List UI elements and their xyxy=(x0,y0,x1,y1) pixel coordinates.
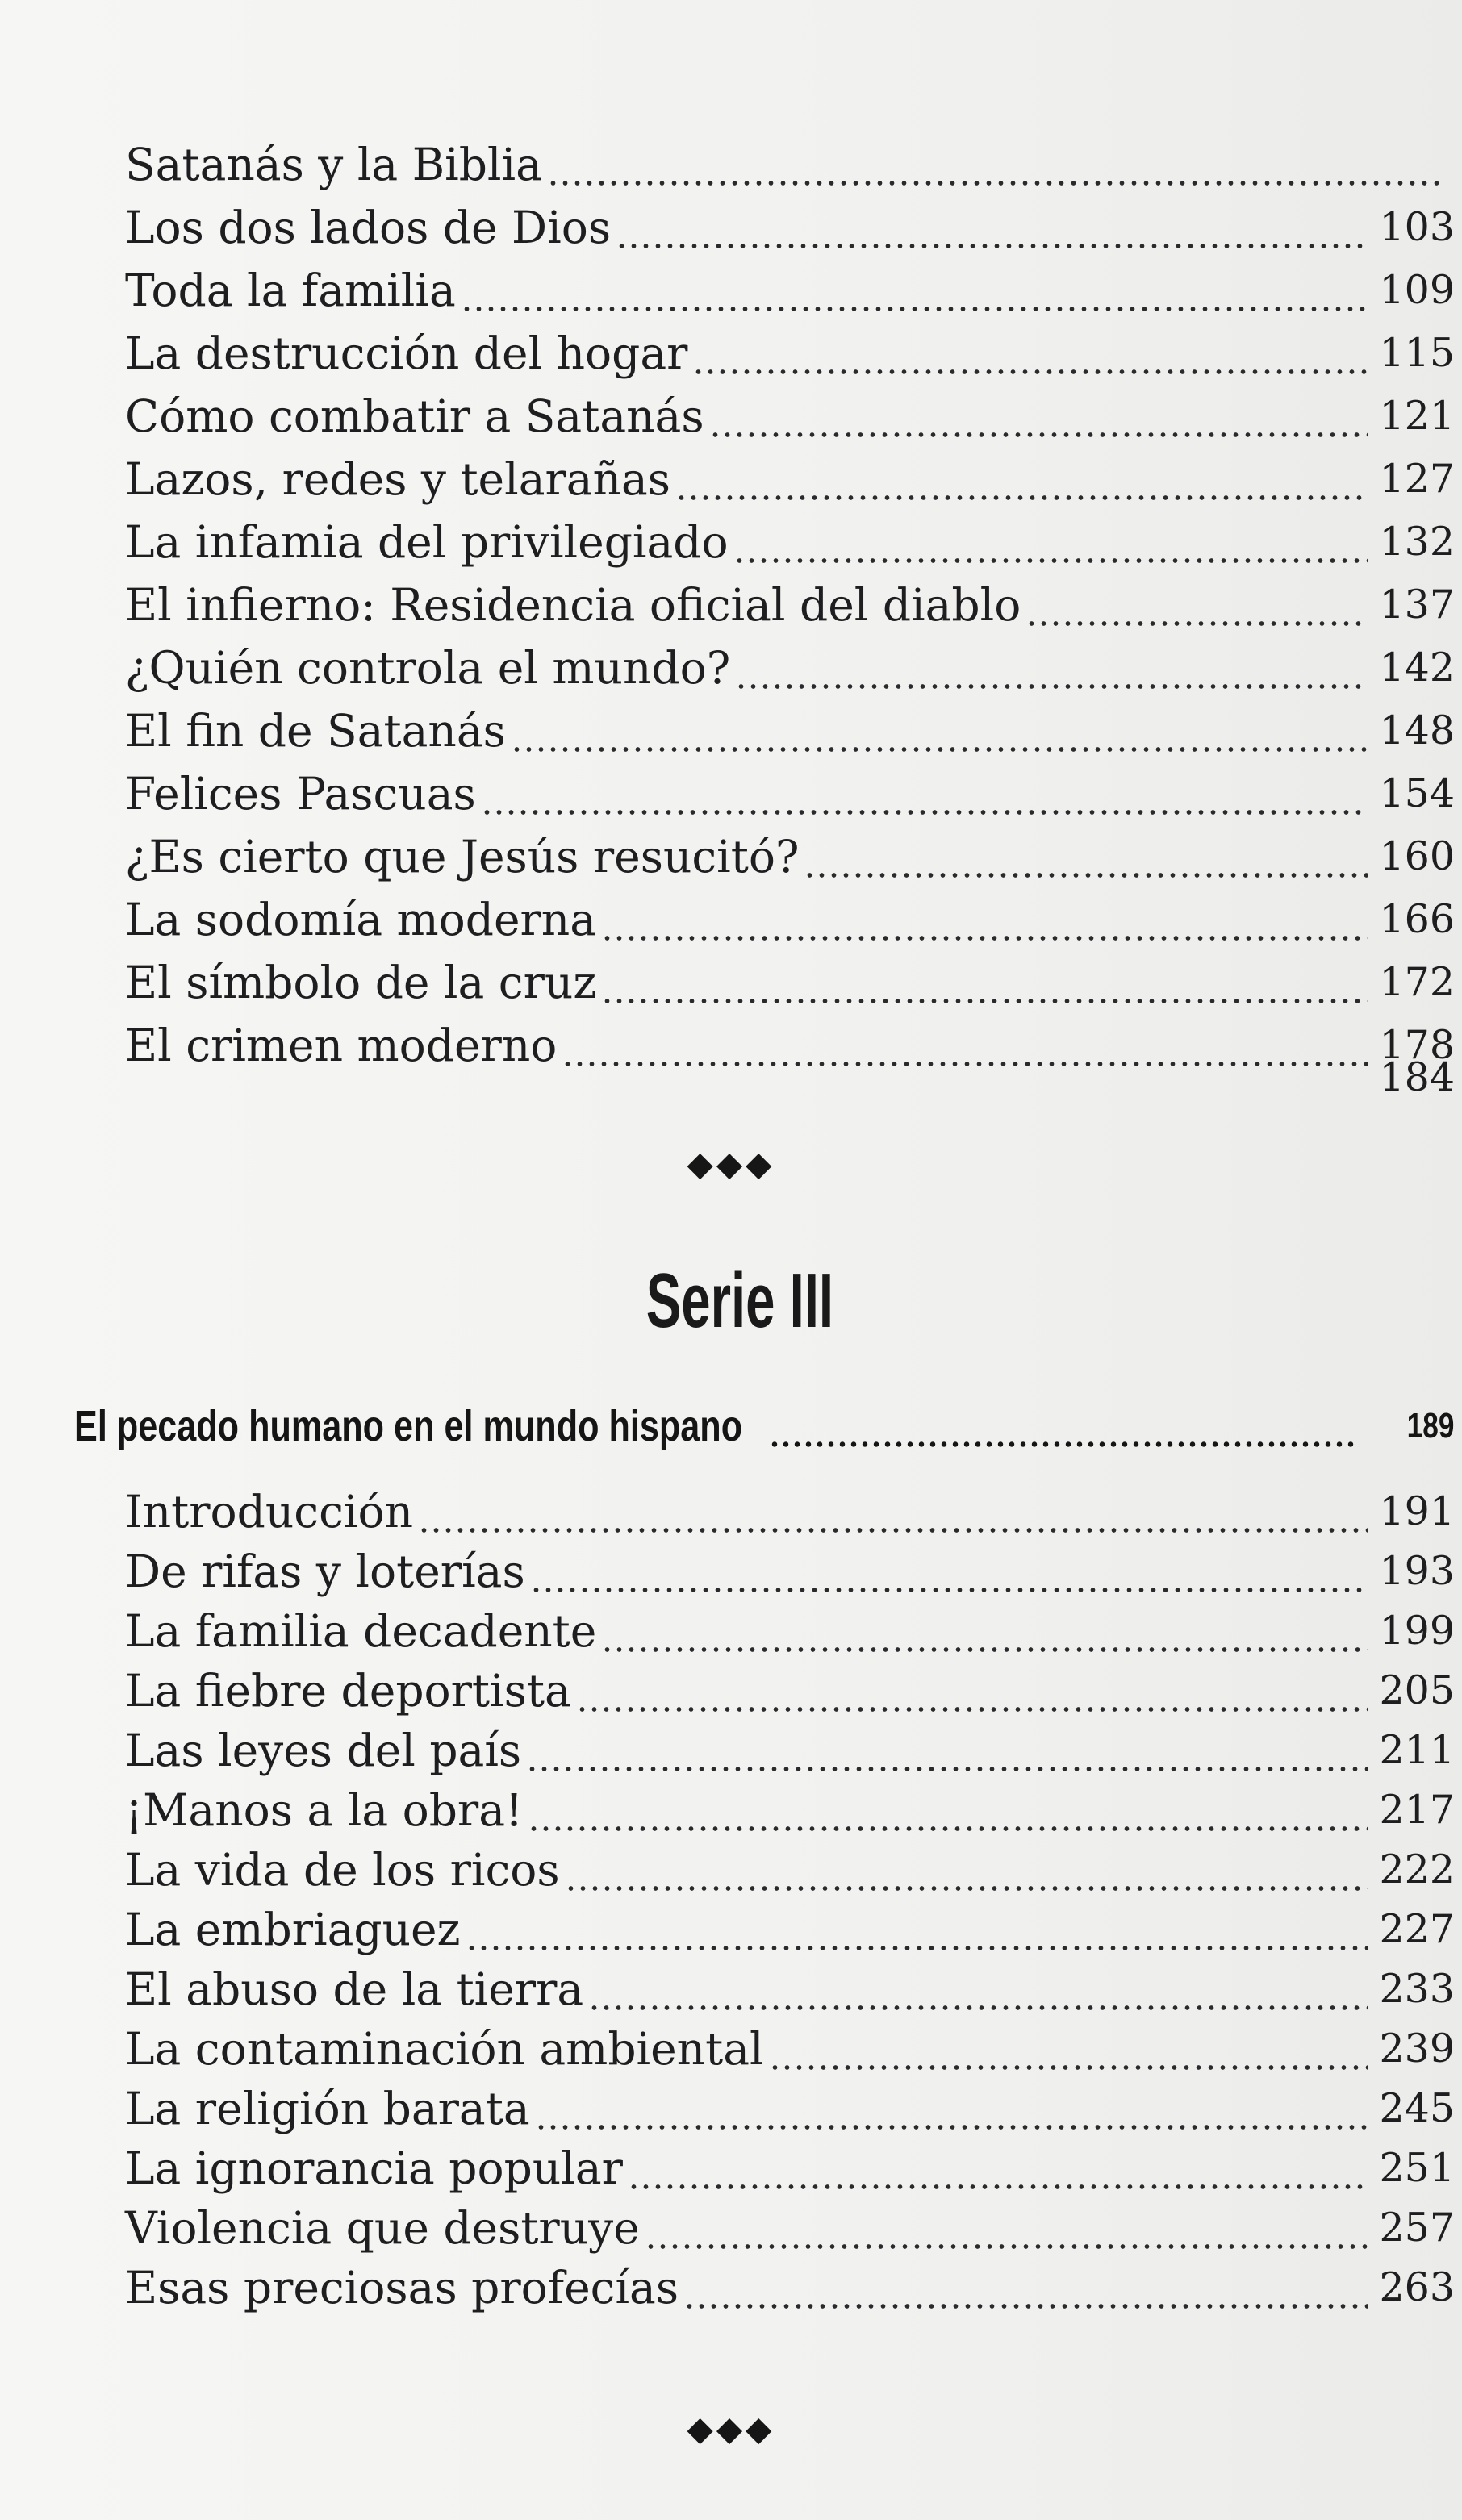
toc-entry-title: La vida de los ricos xyxy=(125,1844,560,1896)
toc-entry xyxy=(125,1602,1456,1660)
series-heading: Serie III xyxy=(645,1258,834,1344)
dot-leader xyxy=(466,1946,1368,1950)
toc-entry-page: 142 xyxy=(1379,645,1455,690)
toc-entry xyxy=(125,513,1456,571)
toc-entry-page: 148 xyxy=(1379,707,1455,753)
toc-entry-page: 178 xyxy=(1379,1022,1455,1068)
dot-leader xyxy=(769,2065,1368,2070)
toc-entry xyxy=(125,2080,1456,2138)
toc-entry xyxy=(125,1900,1456,1959)
toc-entry-title: El fin de Satanás xyxy=(125,705,506,757)
toc-entry-title: Lazos, redes y telarañas xyxy=(125,453,671,505)
dot-leader xyxy=(526,1767,1368,1771)
toc-entry-page: 211 xyxy=(1379,1727,1455,1773)
toc-entry-page: 115 xyxy=(1379,330,1455,376)
dot-leader xyxy=(511,747,1368,752)
toc-entry xyxy=(125,1483,1456,1541)
toc-entry-title: La contaminación ambiental xyxy=(125,2023,764,2075)
toc-entry xyxy=(125,136,1456,194)
dot-leader xyxy=(601,936,1368,941)
toc-entry-page: 222 xyxy=(1379,1846,1455,1892)
dot-leader xyxy=(481,810,1368,815)
section-entry xyxy=(74,1397,1454,1455)
toc-entry-page: 127 xyxy=(1379,456,1455,502)
toc-entry-title: La sodomía moderna xyxy=(125,894,596,945)
toc-entry-page: 251 xyxy=(1379,2145,1455,2191)
toc-entry xyxy=(125,2020,1456,2078)
toc-entry-title: La familia decadente xyxy=(125,1605,597,1657)
dot-leader xyxy=(628,2184,1368,2189)
toc-entry-title: Introducción xyxy=(125,1486,414,1537)
toc-entry xyxy=(125,1841,1456,1899)
toc-entry-page: 166 xyxy=(1379,896,1455,942)
dot-leader xyxy=(461,307,1368,311)
toc-entry xyxy=(125,1781,1456,1839)
toc-entry-title: La fiebre deportista xyxy=(125,1665,571,1717)
toc-entry-title: La embriaguez xyxy=(125,1904,461,1955)
toc-entry xyxy=(125,576,1456,634)
toc-entry-title: El símbolo de la cruz xyxy=(125,957,597,1008)
dot-leader xyxy=(528,1826,1368,1831)
toc-entry-title: Satanás y la Biblia xyxy=(125,139,542,190)
dot-leader xyxy=(769,1441,1354,1447)
toc-entry xyxy=(125,198,1456,257)
toc-entry-page: 109 xyxy=(1379,267,1455,313)
toc-entry-page: 233 xyxy=(1379,1966,1455,2012)
dot-leader xyxy=(692,369,1368,374)
toc-entry-page: 137 xyxy=(1379,582,1455,628)
dot-leader xyxy=(547,181,1443,186)
dot-leader xyxy=(576,1707,1368,1712)
dot-leader xyxy=(804,873,1368,878)
dot-leader xyxy=(588,2005,1368,2010)
toc-entry xyxy=(125,2139,1456,2197)
toc-entry-title: ¡Manos a la obra! xyxy=(125,1784,524,1836)
toc-entry-title: De rifas y loterías xyxy=(125,1546,525,1597)
dot-leader xyxy=(130,1094,1368,1099)
toc-entry-page: 227 xyxy=(1379,1906,1455,1952)
toc-entry xyxy=(125,1721,1456,1779)
toc-entry-title: ¿Es cierto que Jesús resucitó? xyxy=(125,831,800,882)
dot-leader xyxy=(601,999,1368,1003)
toc-entry-page: 263 xyxy=(1379,2264,1455,2310)
toc-entry-page: 239 xyxy=(1379,2026,1455,2071)
toc-entry-title: Los dos lados de Dios xyxy=(125,202,612,253)
toc-entry-page: 103 xyxy=(1379,204,1455,250)
dot-leader xyxy=(709,432,1368,437)
toc-entry-title: El abuso de la tierra xyxy=(125,1963,584,2015)
toc-entry-page: 217 xyxy=(1379,1787,1455,1833)
toc-entry xyxy=(125,891,1456,949)
toc-entry xyxy=(125,639,1456,697)
dot-leader xyxy=(601,1647,1368,1652)
toc-entry xyxy=(125,828,1456,886)
toc-entry xyxy=(125,1049,1456,1107)
toc-entry xyxy=(125,2259,1456,2317)
dot-leader xyxy=(733,558,1368,563)
dot-leader xyxy=(735,684,1368,689)
toc-entry-page: 199 xyxy=(1379,1608,1455,1654)
toc-entry xyxy=(125,2199,1456,2257)
toc-entry-title: Esas preciosas profecías xyxy=(125,2262,679,2313)
toc-entry xyxy=(125,953,1456,1012)
toc-entry-title: La infamia del privilegiado xyxy=(125,516,729,568)
toc-entry-page: 193 xyxy=(1379,1548,1455,1594)
toc-entry-page: 154 xyxy=(1379,770,1455,816)
toc-entry-page: 160 xyxy=(1379,833,1455,879)
toc-entry-title: Cómo combatir a Satanás xyxy=(125,390,704,442)
section-separator: ◆◆◆ xyxy=(687,2409,775,2448)
dot-leader xyxy=(565,1886,1368,1891)
section-separator: ◆◆◆ xyxy=(687,1144,775,1183)
toc-entry-title: Las leyes del país xyxy=(125,1725,522,1776)
dot-leader xyxy=(675,495,1368,500)
toc-entry-title: Violencia que destruye xyxy=(125,2202,640,2254)
toc-entry xyxy=(125,450,1456,508)
dot-leader xyxy=(616,244,1368,248)
toc-entry-title: La ignorancia popular xyxy=(125,2142,623,2194)
toc-entry-title: La destrucción del hogar xyxy=(125,328,688,379)
dot-leader xyxy=(1025,621,1368,626)
dot-leader xyxy=(530,1588,1368,1592)
toc-entry-page: 191 xyxy=(1379,1488,1455,1534)
toc-entry-page: 205 xyxy=(1379,1667,1455,1713)
toc-entry xyxy=(125,765,1456,823)
dot-leader xyxy=(418,1528,1368,1533)
section-page: 189 xyxy=(1406,1406,1454,1446)
toc-entry xyxy=(125,702,1456,760)
toc-entry-page: 257 xyxy=(1379,2205,1455,2251)
toc-entry xyxy=(125,1960,1456,2018)
dot-leader xyxy=(535,2125,1368,2130)
dot-leader xyxy=(645,2244,1368,2249)
toc-entry xyxy=(125,1542,1456,1600)
toc-entry-title: Toda la familia xyxy=(125,265,456,316)
toc-entry-title: Felices Pascuas xyxy=(125,768,476,820)
toc-entry xyxy=(125,387,1456,445)
toc-entry-page: 184 xyxy=(1379,1054,1455,1100)
toc-entry-title: El infierno: Residencia oficial del diablo xyxy=(125,579,1021,631)
toc-entry-page: 172 xyxy=(1379,959,1455,1005)
toc-entry-page: 245 xyxy=(1379,2085,1455,2131)
toc-entry-title: El crimen moderno xyxy=(125,1020,558,1071)
toc-entry-title: ¿Quién controla el mundo? xyxy=(125,642,731,694)
toc-entry xyxy=(125,324,1456,382)
dot-leader xyxy=(683,2304,1368,2309)
toc-entry xyxy=(125,1662,1456,1720)
section-title: El pecado humano en el mundo hispano xyxy=(74,1402,743,1450)
toc-entry-page: 121 xyxy=(1379,393,1455,439)
toc-entry-page: 132 xyxy=(1379,519,1455,565)
toc-entry-title: La religión barata xyxy=(125,2083,530,2134)
toc-entry xyxy=(125,261,1456,319)
